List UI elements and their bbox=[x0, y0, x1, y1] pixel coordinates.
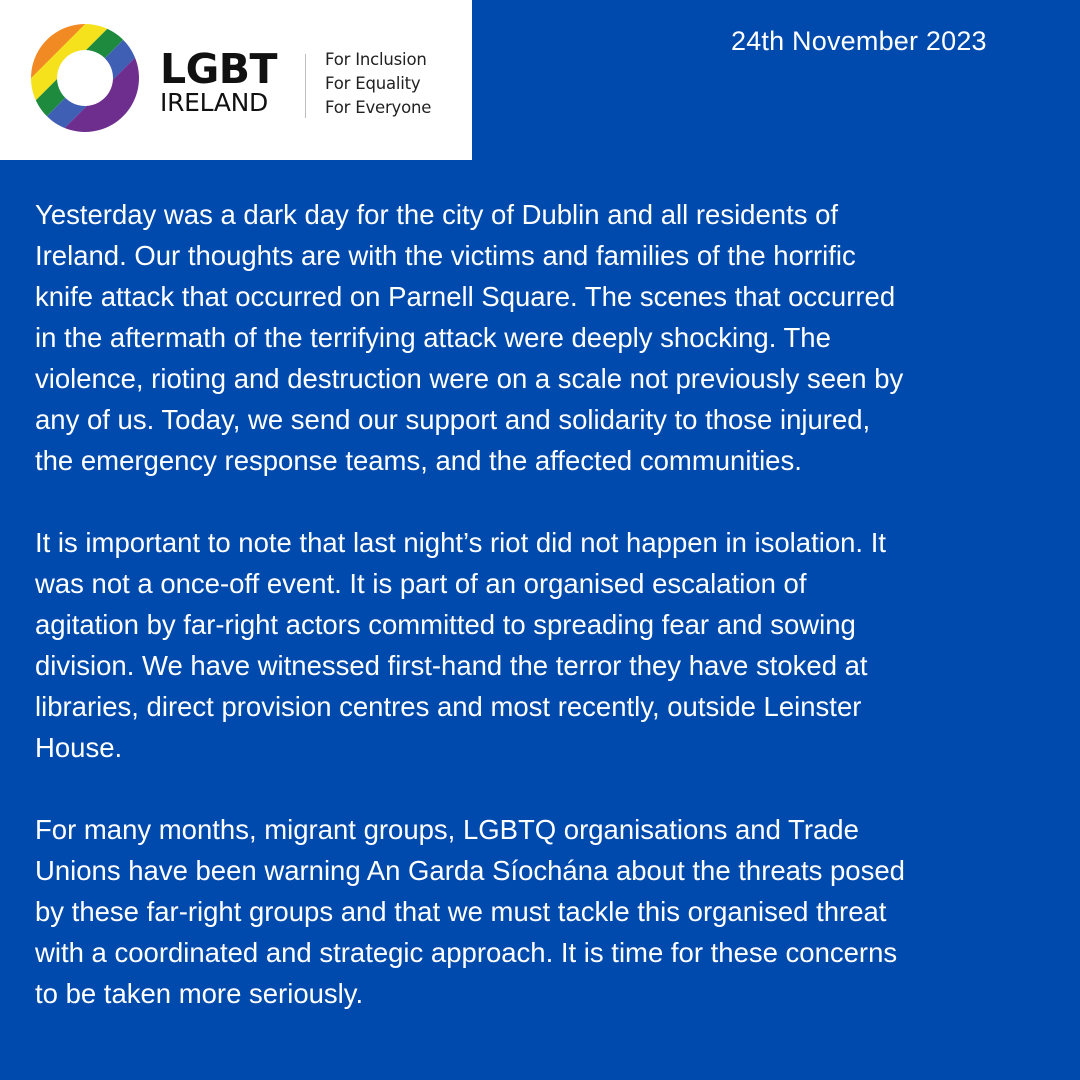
text-line: Unions have been warning An Garda Síochána about the threats posed bbox=[35, 855, 905, 886]
paragraph-2 bbox=[35, 522, 1065, 768]
text-line: Yesterday was a dark day for the city of Dublin and all residents of bbox=[35, 199, 839, 230]
text-line: in the aftermath of the terrifying attack were deeply shocking. The bbox=[35, 322, 831, 353]
tagline-line: For Equality bbox=[325, 74, 421, 93]
logo-divider bbox=[305, 54, 306, 118]
text-line: with a coordinated and strategic approach. It is time for these concerns bbox=[35, 937, 898, 968]
text-line: agitation by far-right actors committed to spreading fear and sowing bbox=[35, 609, 856, 640]
tagline-line: For Everyone bbox=[325, 98, 432, 117]
paragraph-3 bbox=[35, 809, 1065, 1014]
text-line: division. We have witnessed first-hand the terror they have stoked at bbox=[35, 650, 868, 681]
text-line: For many months, migrant groups, LGBTQ organisations and Trade bbox=[35, 814, 859, 845]
text-line: any of us. Today, we send our support and solidarity to those injured, bbox=[35, 404, 871, 435]
text-line: to be taken more seriously. bbox=[35, 978, 364, 1009]
text-line: by these far-right groups and that we must tackle this organised threat bbox=[35, 896, 887, 927]
tagline-line: For Inclusion bbox=[325, 50, 427, 69]
logo-tagline bbox=[325, 48, 431, 120]
logo-lgbt-text: LGBT bbox=[160, 45, 277, 93]
text-line: the emergency response teams, and the affected communities. bbox=[35, 445, 802, 476]
text-line: was not a once-off event. It is part of an organised escalation of bbox=[35, 568, 807, 599]
text-line: violence, rioting and destruction were on a scale not previously seen by bbox=[35, 363, 904, 394]
logo-wordmark bbox=[160, 45, 277, 117]
text-line: libraries, direct provision centres and most recently, outside Leinster bbox=[35, 691, 862, 722]
text-line: knife attack that occurred on Parnell Square. The scenes that occurred bbox=[35, 281, 896, 312]
text-line: Ireland. Our thoughts are with the victims and families of the horrific bbox=[35, 240, 856, 271]
statement-body bbox=[35, 194, 1065, 1055]
logo-banner bbox=[0, 0, 472, 160]
statement-date: 24th November 2023 bbox=[731, 26, 987, 56]
logo-ireland-text: IRELAND bbox=[160, 88, 268, 117]
paragraph-1 bbox=[35, 194, 1065, 481]
text-line: House. bbox=[35, 732, 123, 763]
text-line: It is important to note that last night’s riot did not happen in isolation. It bbox=[35, 527, 886, 558]
rainbow-ring-icon bbox=[31, 24, 139, 132]
